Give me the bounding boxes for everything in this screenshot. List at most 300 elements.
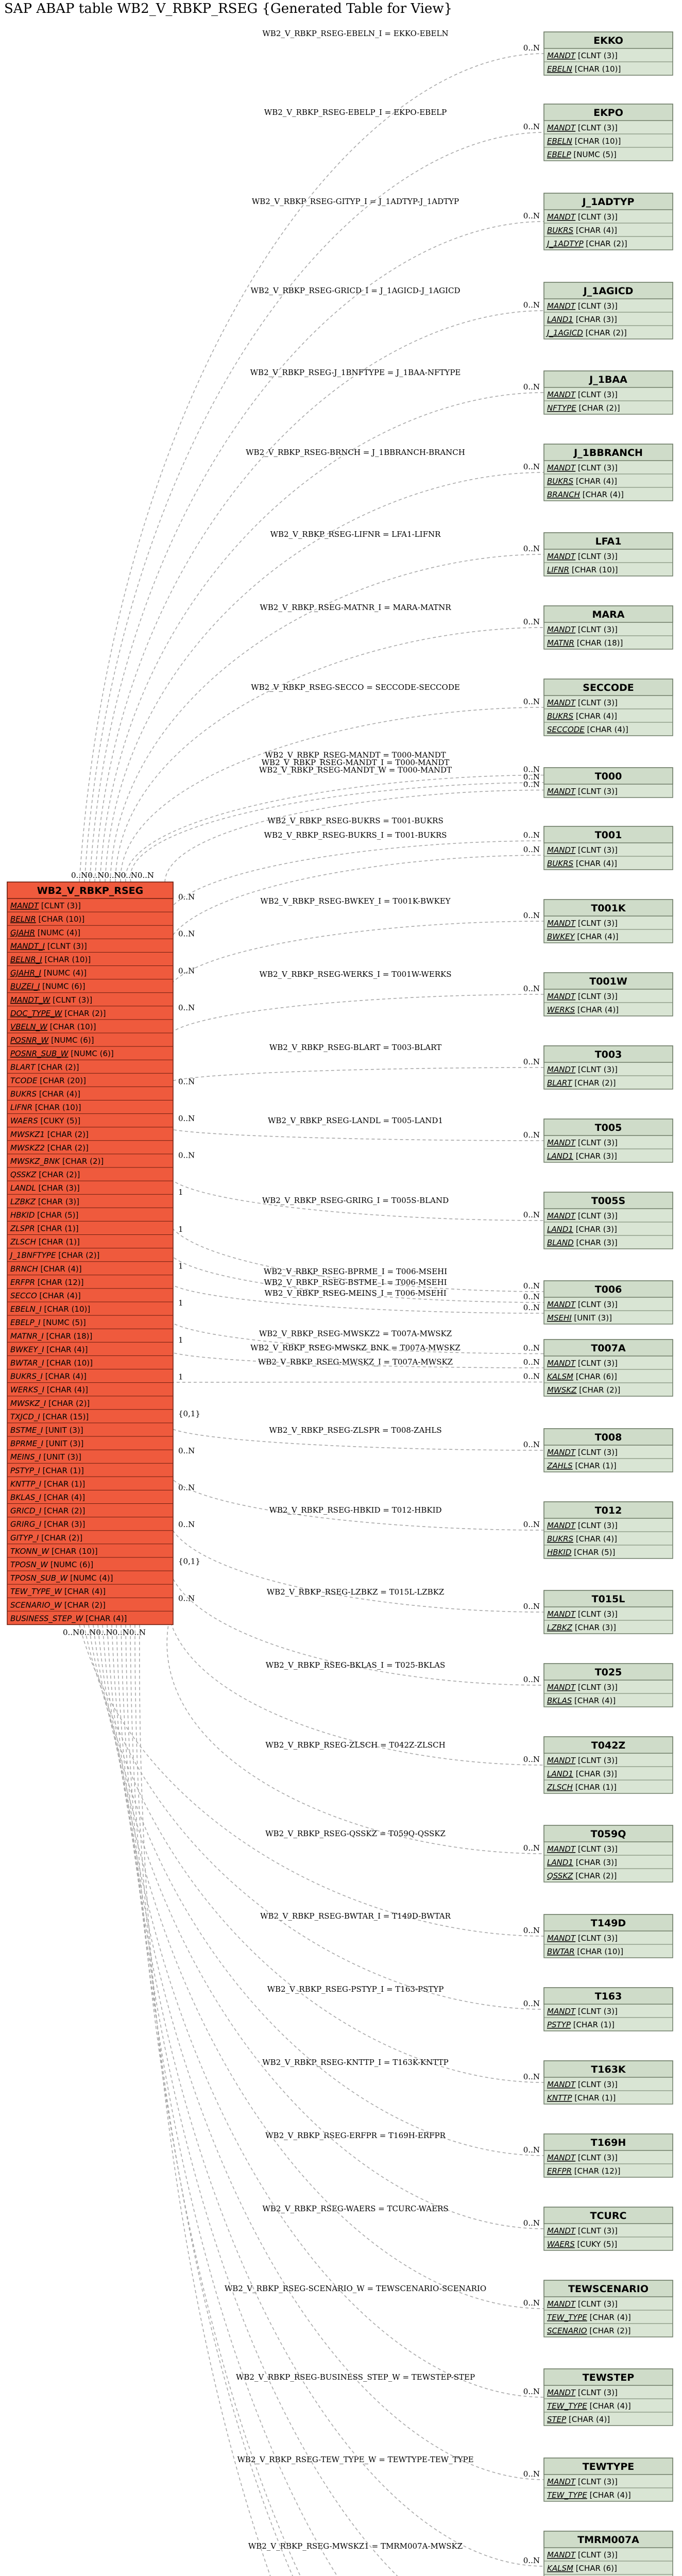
cardinality-label: 0..N [523, 911, 540, 920]
table-name: TMRM007A [577, 2534, 639, 2546]
field-row [547, 1623, 616, 1632]
table-j-1adtyp[interactable] [544, 193, 673, 250]
field-type: [CHAR (6)] [573, 2564, 617, 2573]
field-name: LZBKZ [547, 1623, 573, 1632]
field-type: [CHAR (3)] [36, 1197, 79, 1207]
relation-line-seccode-0 [121, 707, 544, 882]
table-t169h[interactable] [544, 2134, 673, 2177]
field-type: [CHAR (2)] [576, 403, 620, 413]
field-type: [CUKY (5)] [38, 1116, 81, 1126]
field-row [547, 1844, 618, 1854]
field-type: [CHAR (12)] [35, 1277, 84, 1287]
field-row [547, 2401, 631, 2411]
table-t059q[interactable] [544, 1825, 673, 1882]
field-row [10, 1452, 81, 1462]
table-name: WB2_V_RBKP_RSEG [37, 885, 144, 896]
field-type: [CHAR (2)] [36, 1170, 80, 1180]
cardinality-label: 0..N [523, 2469, 540, 2479]
relation-label: WB2_V_RBKP_RSEG-MWSKZ_BNK = T007A-MWSKZ [250, 1343, 461, 1352]
table-name: T001 [594, 829, 622, 841]
relation-label: WB2_V_RBKP_RSEG-BRNCH = J_1BBRANCH-BRANCH [246, 448, 465, 457]
table-name: T015L [591, 1594, 625, 1605]
field-row [547, 1783, 617, 1792]
table-t005s[interactable] [544, 1192, 673, 1249]
field-type: [CHAR (2)] [583, 328, 627, 337]
relation-label: WB2_V_RBKP_RSEG-HBKID = T012-HBKID [269, 1505, 442, 1515]
field-name: BUKRS [547, 477, 574, 486]
field-name: GITYP_I [10, 1533, 39, 1543]
table-tewstep[interactable] [544, 2369, 673, 2426]
field-row [545, 328, 627, 338]
field-name: J_1AGICD [547, 328, 583, 337]
field-type: [CLNT (3)] [575, 2550, 618, 2560]
cardinality-label: 0..N [523, 1343, 540, 1353]
field-name: MANDT [547, 1211, 576, 1221]
table-name: T025 [594, 1667, 622, 1678]
field-name: MANDT [547, 212, 576, 222]
relation-label: WB2_V_RBKP_RSEG-EBELN_I = EKKO-EBELN [262, 29, 449, 38]
field-name: MANDT [547, 787, 576, 796]
field-type: [CHAR (4)] [37, 1291, 81, 1300]
field-type: [CHAR (2)] [44, 1129, 89, 1139]
cardinality-label: 0..N [523, 462, 540, 471]
field-type: [NUMC (6)] [48, 1036, 94, 1045]
cardinality-label: 0..N [523, 1057, 540, 1066]
table-name: T005 [594, 1122, 622, 1133]
field-row [10, 1345, 88, 1354]
main-table-wb2-v-rbkp-rseg[interactable] [7, 882, 173, 1624]
cardinality-label: 0..N [523, 2556, 540, 2565]
field-name: MANDT [547, 301, 576, 311]
table-t000[interactable] [544, 768, 673, 798]
field-name: MANDT [547, 123, 576, 132]
field-name: QSSKZ [547, 1871, 573, 1880]
table-tcurc[interactable] [544, 2207, 673, 2250]
field-name: LAND1 [547, 1769, 573, 1778]
field-type: [CHAR (10)] [44, 1358, 93, 1368]
field-name: LAND1 [547, 1858, 573, 1867]
field-row [547, 725, 628, 734]
field-row [547, 2388, 618, 2397]
source-cardinality-label: 0..N [178, 1446, 195, 1455]
table-ekpo[interactable] [544, 104, 673, 161]
table-name: EKKO [593, 35, 623, 46]
field-name: MWSKZ1 [10, 1129, 45, 1139]
relation-line-t005s-0 [166, 1161, 544, 1221]
relation-label: WB2_V_RBKP_RSEG-BWTAR_I = T149D-BWTAR [260, 1911, 451, 1921]
table-tmrm007a[interactable] [544, 2531, 673, 2576]
field-row [10, 1076, 86, 1085]
field-name: BRNCH [10, 1264, 38, 1274]
field-name: MANDT [547, 1448, 576, 1457]
field-row [545, 239, 627, 249]
field-row [547, 1138, 618, 1147]
field-type: [CLNT (3)] [575, 1448, 618, 1457]
field-type: [CLNT (3)] [575, 2299, 618, 2309]
field-name: BLART [10, 1062, 36, 1072]
field-name: BUSINESS_STEP_W [10, 1614, 83, 1623]
field-type: [CHAR (4)] [573, 477, 617, 486]
source-cardinality-label: 1 [178, 1224, 183, 1234]
field-row [547, 1934, 618, 1943]
relation-label: WB2_V_RBKP_RSEG-BSTME_I = T006-MSEHI [264, 1278, 447, 1287]
field-row [10, 1560, 93, 1570]
field-row [10, 1116, 80, 1126]
field-row [10, 1090, 80, 1099]
source-cardinality-label: 1 [178, 1335, 183, 1345]
field-name: HBKID [547, 1548, 572, 1557]
source-cardinality-label: 0..N [178, 966, 195, 976]
field-name: TKONN_W [10, 1546, 49, 1556]
field-type: [CLNT (3)] [575, 1359, 618, 1368]
field-row [10, 955, 91, 965]
source-cardinality-label: 0..N [178, 929, 195, 939]
relation-label: WB2_V_RBKP_RSEG-MANDT = T000-MANDT [265, 750, 446, 760]
field-type: [CHAR (4)] [579, 490, 624, 499]
relation-line-wbhi-0 [130, 1624, 544, 2576]
field-type: [CLNT (3)] [575, 2477, 618, 2486]
field-type: [CLNT (3)] [575, 1934, 618, 1943]
field-row [10, 1103, 81, 1112]
cardinality-label: 0..N [523, 2298, 540, 2308]
cardinality-label: 0..N [523, 382, 540, 392]
field-row [547, 2299, 618, 2309]
table-t163[interactable] [544, 1988, 673, 2031]
field-name: BWTAR [547, 1947, 575, 1956]
field-row [10, 1359, 93, 1368]
relation-line-j-1adtyp-0 [90, 222, 544, 882]
field-type: [CHAR (4)] [573, 1534, 617, 1544]
relation-label: WB2_V_RBKP_RSEG-GITYP_I = J_1ADTYP-J_1ADTYP [251, 197, 459, 206]
field-row [10, 1331, 92, 1341]
field-name: BUKRS [547, 226, 574, 235]
cardinality-label: 0..N [523, 1843, 540, 1853]
field-type: [NUMC (4)] [41, 968, 87, 978]
field-row [547, 1756, 618, 1765]
relation-label: WB2_V_RBKP_RSEG-BKLAS_I = T025-BKLAS [265, 1660, 446, 1670]
table-mara[interactable] [544, 606, 673, 649]
field-type: [CHAR (5)] [571, 1548, 616, 1557]
field-type: [NUMC (6)] [68, 1049, 114, 1059]
field-type: [CLNT (3)] [575, 1756, 618, 1765]
field-name: MANDT [547, 845, 576, 855]
relation-label: WB2_V_RBKP_RSEG-GRIRG_I = T005S-BLAND [262, 1196, 449, 1205]
field-name: ERFPR [10, 1277, 35, 1287]
field-type: [NUMC (5)] [571, 150, 617, 159]
table-t006[interactable] [544, 1281, 673, 1324]
field-type: [CLNT (3)] [575, 1609, 618, 1619]
field-row [547, 315, 617, 324]
field-row [10, 1170, 80, 1179]
table-name: J_1BBRANCH [574, 447, 643, 459]
field-row [10, 1587, 106, 1597]
field-row [547, 1683, 618, 1692]
field-row [547, 1696, 616, 1705]
table-name: TCURC [590, 2210, 627, 2222]
field-name: LAND1 [547, 1151, 573, 1161]
source-cardinality-label: 0..N [178, 892, 195, 902]
field-type: [NUMC (4)] [35, 928, 81, 938]
table-j-1agicd[interactable] [544, 282, 673, 339]
field-row [547, 845, 618, 855]
field-row [547, 919, 618, 928]
field-name: TPOSN_W [10, 1560, 48, 1569]
field-name: MANDT [547, 992, 576, 1001]
relation-line-t001k-0 [165, 921, 544, 1013]
table-name: T163K [591, 2064, 626, 2075]
field-name: EBELN_I [10, 1304, 42, 1314]
field-name: STEP [547, 2415, 567, 2424]
field-type: [CLNT (3)] [575, 1138, 618, 1147]
field-name: MANDT [547, 2477, 576, 2486]
field-name: MANDT_I [10, 941, 45, 951]
field-row [10, 1278, 83, 1287]
field-row [547, 992, 618, 1001]
field-row [10, 1426, 83, 1435]
field-name: MANDT [547, 1138, 576, 1147]
field-type: [CHAR (4)] [575, 1005, 619, 1014]
relation-label: WB2_V_RBKP_RSEG-ZLSCH = T042Z-ZLSCH [265, 1740, 446, 1750]
field-row [547, 1769, 617, 1778]
field-name: SCENARIO_W [10, 1600, 62, 1610]
relation-label: WB2_V_RBKP_RSEG-BWKEY_I = T001K-BWKEY [260, 896, 451, 906]
field-type: [NUMC (5)] [40, 1318, 86, 1328]
field-row [10, 1062, 79, 1072]
table-t008[interactable] [544, 1429, 673, 1472]
field-type: [CHAR (2)] [572, 1078, 616, 1088]
field-name: BUKRS [547, 859, 574, 868]
field-name: KNTTP [547, 2093, 572, 2103]
field-row [547, 552, 618, 561]
table-name: J_1BAA [589, 374, 627, 385]
field-row [10, 969, 87, 978]
field-name: NFTYPE [547, 403, 576, 413]
table-t003[interactable] [544, 1046, 673, 1089]
cardinality-label: 0..N [523, 1520, 540, 1529]
field-name: WERKS [547, 1005, 575, 1014]
table-tewscenario[interactable] [544, 2280, 673, 2337]
field-name: MANDT [547, 2007, 576, 2016]
field-name: GRICD_I [10, 1506, 42, 1516]
field-name: MANDT [547, 1683, 576, 1692]
field-row [547, 1947, 623, 1956]
field-name: MANDT [547, 1609, 576, 1619]
table-t001k[interactable] [544, 900, 673, 943]
field-type: [CLNT (3)] [575, 2226, 618, 2235]
field-type: [CLNT (3)] [50, 995, 93, 1005]
field-name: GJAHR [10, 928, 36, 938]
field-row [547, 301, 618, 311]
field-name: MANDT [547, 2550, 576, 2560]
field-type: [CHAR (10)] [32, 1103, 81, 1112]
field-type: [CLNT (3)] [575, 463, 618, 472]
field-type: [CLNT (3)] [575, 787, 618, 796]
source-cardinality-label: 0..N [178, 1594, 195, 1603]
source-cardinality-label: 1 [178, 1372, 183, 1382]
field-row [10, 1157, 104, 1166]
relation-label: WB2_V_RBKP_RSEG-MATNR_I = MARA-MATNR [260, 603, 451, 612]
field-name: BWTAR_I [10, 1358, 44, 1368]
field-row [547, 1313, 612, 1323]
field-type: [CHAR (2)] [583, 239, 627, 248]
field-type: [CHAR (4)] [574, 932, 619, 941]
cardinality-label: 0..N [523, 617, 540, 626]
field-type: [CLNT (3)] [575, 1211, 618, 1221]
table-t042z[interactable] [544, 1737, 673, 1793]
field-row [547, 2490, 631, 2500]
cardinality-label: 0..N [523, 2072, 540, 2081]
field-row [9, 1251, 99, 1261]
field-row [10, 1036, 94, 1045]
field-type: [CHAR (3)] [36, 1183, 80, 1193]
field-name: MANDT [547, 390, 576, 399]
field-row [547, 625, 618, 634]
field-type: [CHAR (4)] [44, 1385, 88, 1395]
field-type: [CHAR (20)] [37, 1076, 86, 1086]
field-type: [CHAR (3)] [572, 1623, 616, 1632]
source-cardinality-label: 1 [178, 1298, 183, 1308]
relation-label: WB2_V_RBKP_RSEG-GRICD_I = J_1AGICD-J_1AGICD [250, 286, 461, 295]
field-type: [CHAR (12)] [572, 2166, 621, 2176]
table-name: T163 [594, 1991, 622, 2002]
table-name: T169H [590, 2137, 626, 2148]
source-cardinality-label: 0..N [178, 1077, 195, 1087]
relation-line-t001-1 [165, 855, 544, 976]
field-row [10, 1197, 79, 1206]
relation-label: WB2_V_RBKP_RSEG-BUKRS_I = T001-BUKRS [264, 831, 447, 840]
field-name: MSEHI [547, 1313, 572, 1323]
relation-label: WB2_V_RBKP_RSEG-EBELP_I = EKPO-EBELP [264, 108, 447, 117]
source-cardinality-label: {0,1} [178, 1409, 200, 1419]
table-t007a[interactable] [544, 1340, 673, 1396]
cardinality-label: 0..N [523, 1675, 540, 1684]
field-type: [CLNT (3)] [575, 2007, 618, 2016]
field-name: WAERS [547, 2240, 575, 2249]
field-name: BUKRS [10, 1089, 37, 1099]
field-row [10, 1600, 106, 1610]
field-type: [CHAR (2)] [61, 1600, 106, 1610]
field-row [547, 565, 618, 574]
field-row [10, 1385, 88, 1395]
field-type: [CHAR (18)] [574, 638, 623, 648]
field-row [547, 123, 618, 132]
field-row [547, 51, 618, 60]
relation-line-tewtype-0 [112, 1624, 544, 2480]
field-row [10, 1573, 113, 1583]
field-row [547, 390, 618, 399]
cardinality-label: 0..N [523, 1602, 540, 1611]
field-row [547, 1521, 618, 1530]
field-name: BKLAS_I [10, 1493, 42, 1502]
field-row [547, 1461, 617, 1470]
field-type: [CHAR (10)] [572, 137, 621, 146]
field-row [10, 1520, 85, 1530]
table-t149d[interactable] [544, 1914, 673, 1958]
field-type: [CHAR (1)] [572, 1461, 617, 1470]
field-type: [CHAR (2)] [46, 1398, 90, 1408]
source-cardinality-label: 0..N [178, 1003, 195, 1012]
field-name: EBELP [547, 150, 571, 159]
field-type: [CHAR (4)] [38, 1264, 82, 1274]
cardinality-label: 0..N [523, 211, 540, 221]
field-type: [CUKY (5)] [574, 2240, 618, 2249]
field-name: DOC_TYPE_W [10, 1008, 62, 1018]
field-row [10, 1614, 127, 1623]
field-name: BELNR_I [10, 955, 42, 964]
relation-label: WB2_V_RBKP_RSEG-BPRME_I = T006-MSEHI [263, 1267, 448, 1276]
field-name: POSNR_W [10, 1036, 49, 1045]
table-t015l[interactable] [544, 1590, 673, 1634]
field-name: PSTYP_I [10, 1466, 40, 1476]
field-type: [CLNT (3)] [575, 390, 618, 399]
table-name: T000 [594, 771, 622, 782]
field-name: MANDT [547, 552, 576, 561]
table-t005[interactable] [544, 1119, 673, 1162]
field-type: [CLNT (3)] [575, 1844, 618, 1854]
field-type: [CHAR (3)] [573, 1769, 617, 1778]
relation-line-wbhk-0 [140, 1624, 544, 2576]
field-type: [CHAR (3)] [573, 315, 617, 324]
field-type: [CHAR (2)] [573, 1871, 617, 1880]
field-type: [CLNT (3)] [575, 123, 618, 132]
field-name: ZAHLS [547, 1461, 573, 1470]
field-name: MANDT [547, 51, 576, 60]
field-name: ZLSCH [10, 1237, 36, 1247]
table-t001w[interactable] [544, 973, 673, 1016]
table-name: T149D [590, 1918, 626, 1929]
cardinality-label: 0..N [523, 772, 540, 782]
field-row [10, 1143, 89, 1153]
field-type: [CHAR (4)] [83, 1614, 127, 1623]
table-t025[interactable] [544, 1664, 673, 1707]
relation-label: WB2_V_RBKP_RSEG-SECCO = SECCODE-SECCODE [251, 683, 460, 692]
source-cardinality-label: 1 [178, 1261, 183, 1271]
cardinality-label: 0..N [523, 1303, 540, 1312]
table-j-1bbranch[interactable] [544, 444, 673, 501]
table-tewtype[interactable] [544, 2458, 673, 2501]
field-name: MANDT_W [10, 995, 50, 1005]
relation-label: WB2_V_RBKP_RSEG-MWSKZ_I = T007A-MWSKZ [258, 1357, 453, 1367]
table-t163k[interactable] [544, 2061, 673, 2104]
field-name: MANDT [547, 463, 576, 472]
field-row [547, 477, 617, 486]
relation-line-t001w-0 [165, 994, 544, 1050]
field-row [547, 2326, 631, 2335]
table-j-1baa[interactable] [544, 371, 673, 414]
field-name: LIFNR [547, 565, 570, 574]
field-type: [NUMC (4)] [67, 1573, 113, 1583]
field-row [10, 1009, 106, 1019]
relation-label: WB2_V_RBKP_RSEG-LZBKZ = T015L-LZBKZ [266, 1587, 445, 1597]
field-type: [NUMC (6)] [48, 1560, 94, 1569]
table-t012[interactable] [544, 1502, 673, 1558]
field-type: [CHAR (1)] [40, 1466, 84, 1476]
field-name: GRIRG_I [10, 1519, 42, 1529]
field-row [547, 1871, 617, 1880]
field-row [547, 1359, 618, 1368]
table-seccode[interactable] [544, 679, 673, 736]
field-row [547, 2020, 615, 2029]
table-lfa1[interactable] [544, 533, 673, 576]
field-row [10, 1493, 85, 1503]
relation-label: WB2_V_RBKP_RSEG-LANDL = T005-LAND1 [268, 1116, 443, 1125]
field-name: BUKRS_I [10, 1371, 43, 1381]
table-ekko[interactable] [544, 32, 673, 75]
table-t001[interactable] [544, 826, 673, 870]
field-name: EBELP_I [10, 1318, 41, 1328]
relation-label: WB2_V_RBKP_RSEG-WERKS_I = T001W-WERKS [259, 970, 452, 979]
table-name: TEWSCENARIO [568, 2283, 649, 2295]
